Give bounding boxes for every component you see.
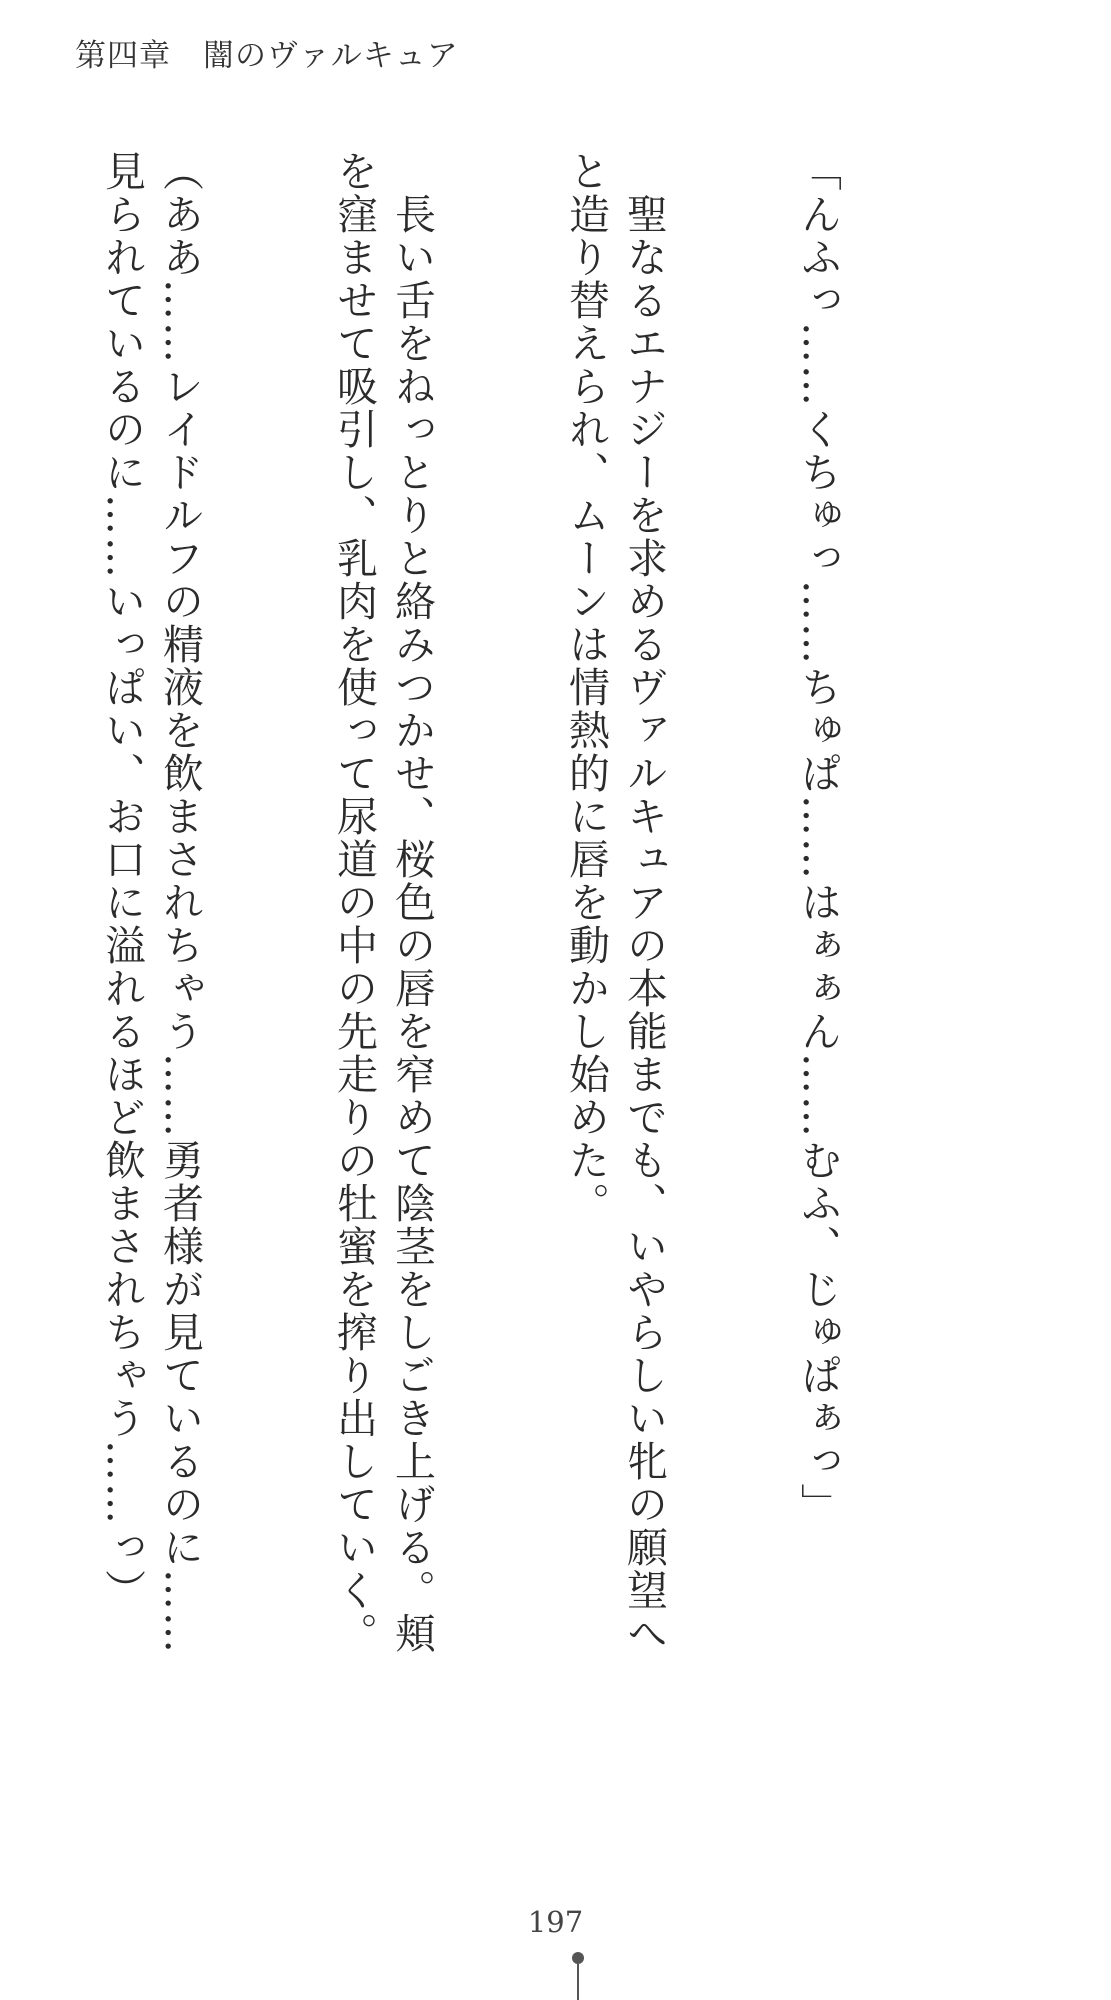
paragraph: 聖なるエナジーを求めるヴァルキュアの本能までも、いやらしい牝の願望へと造り替えられ、ムーンは情熱的に唇を動かし始めた。 [562,150,668,1655]
folio-ornament [572,1952,584,2000]
page-number: 197 [527,1905,584,1939]
paragraph: 「んふっ……くちゅっ……ちゅぱ……はぁぁん……むふ、じゅぱぁっ」 [794,150,842,1526]
vertical-body-text [0,150,963,1670]
paragraph: 長い舌をねっとりと絡みつかせ、桜色の唇を窄めて陰茎をしごき上げる。頬を窪ませて吸引し、乳肉を使って尿道の中の先走りの牡蜜を搾り出していく。 [330,150,436,1655]
running-header-chapter-title: 第四章 闇のヴァルキュア [75,38,459,74]
folio-dot [572,1952,584,1964]
paragraph: （ああ……レイドルフの精液を飲まされちゃう……勇者様が見ているのに……見られているのに……いっぱい、お口に溢れるほど飲まされちゃう……っ） [98,150,204,1655]
folio-line [577,1964,579,2000]
